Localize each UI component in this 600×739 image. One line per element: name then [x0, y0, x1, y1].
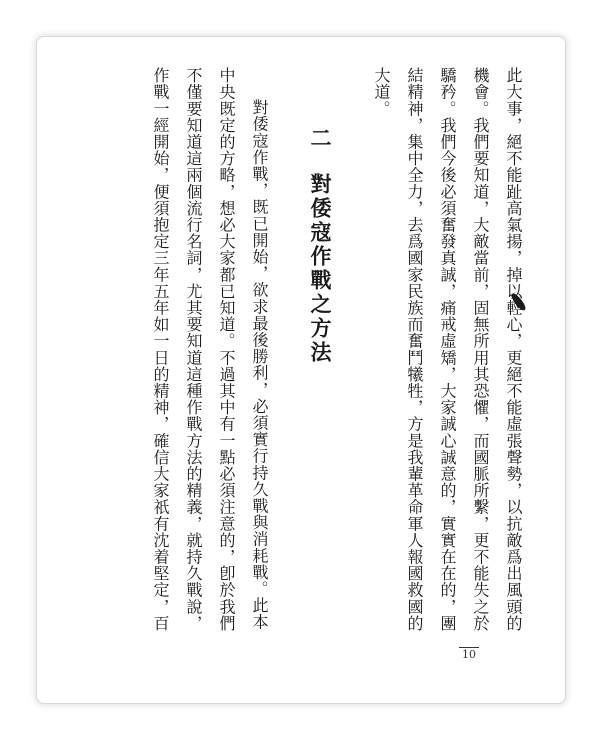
paragraph-section-body: 對倭寇作戰，既已開始，欲求最後勝利，必須實行持久戰與消耗戰。此本中央既定的方略，想必大家都已知道。不過其中有一點必須注意的，卽於我們不僅要知道這兩個流行名詞，尤其要知道這種作戰方法的精義，就持久戰說，作戰一經開始，便須抱定三年五年如一日的精神，確信大家祇有沈着堅定，百: [151, 67, 269, 632]
vertical-text-body: [144, 67, 530, 637]
section-spacer: [337, 67, 365, 637]
section-title: 對倭寇作戰之方法: [308, 173, 333, 365]
book-page: [36, 36, 566, 704]
paragraph-continued: 此大事，絕不能趾高氣揚，掉以輕心，更絕不能虛張聲勢，以抗敵爲出風頭的機會。我們要知道，大敵當前，固無所用其恐懼，而國脈所繫，更不能失之於驕矜。我們今後必須奮發真誠，痛戒虛矯，大家誠心誠意的，實實在在的，團結精神，集中全力，去爲國家民族而奮鬥犧牲，方是我輩革命軍人報國救國的大道。: [372, 67, 523, 632]
page-number: 10: [459, 647, 479, 661]
section-heading: [304, 67, 337, 637]
section-spacer: [276, 67, 304, 637]
section-number: 二: [308, 127, 333, 151]
